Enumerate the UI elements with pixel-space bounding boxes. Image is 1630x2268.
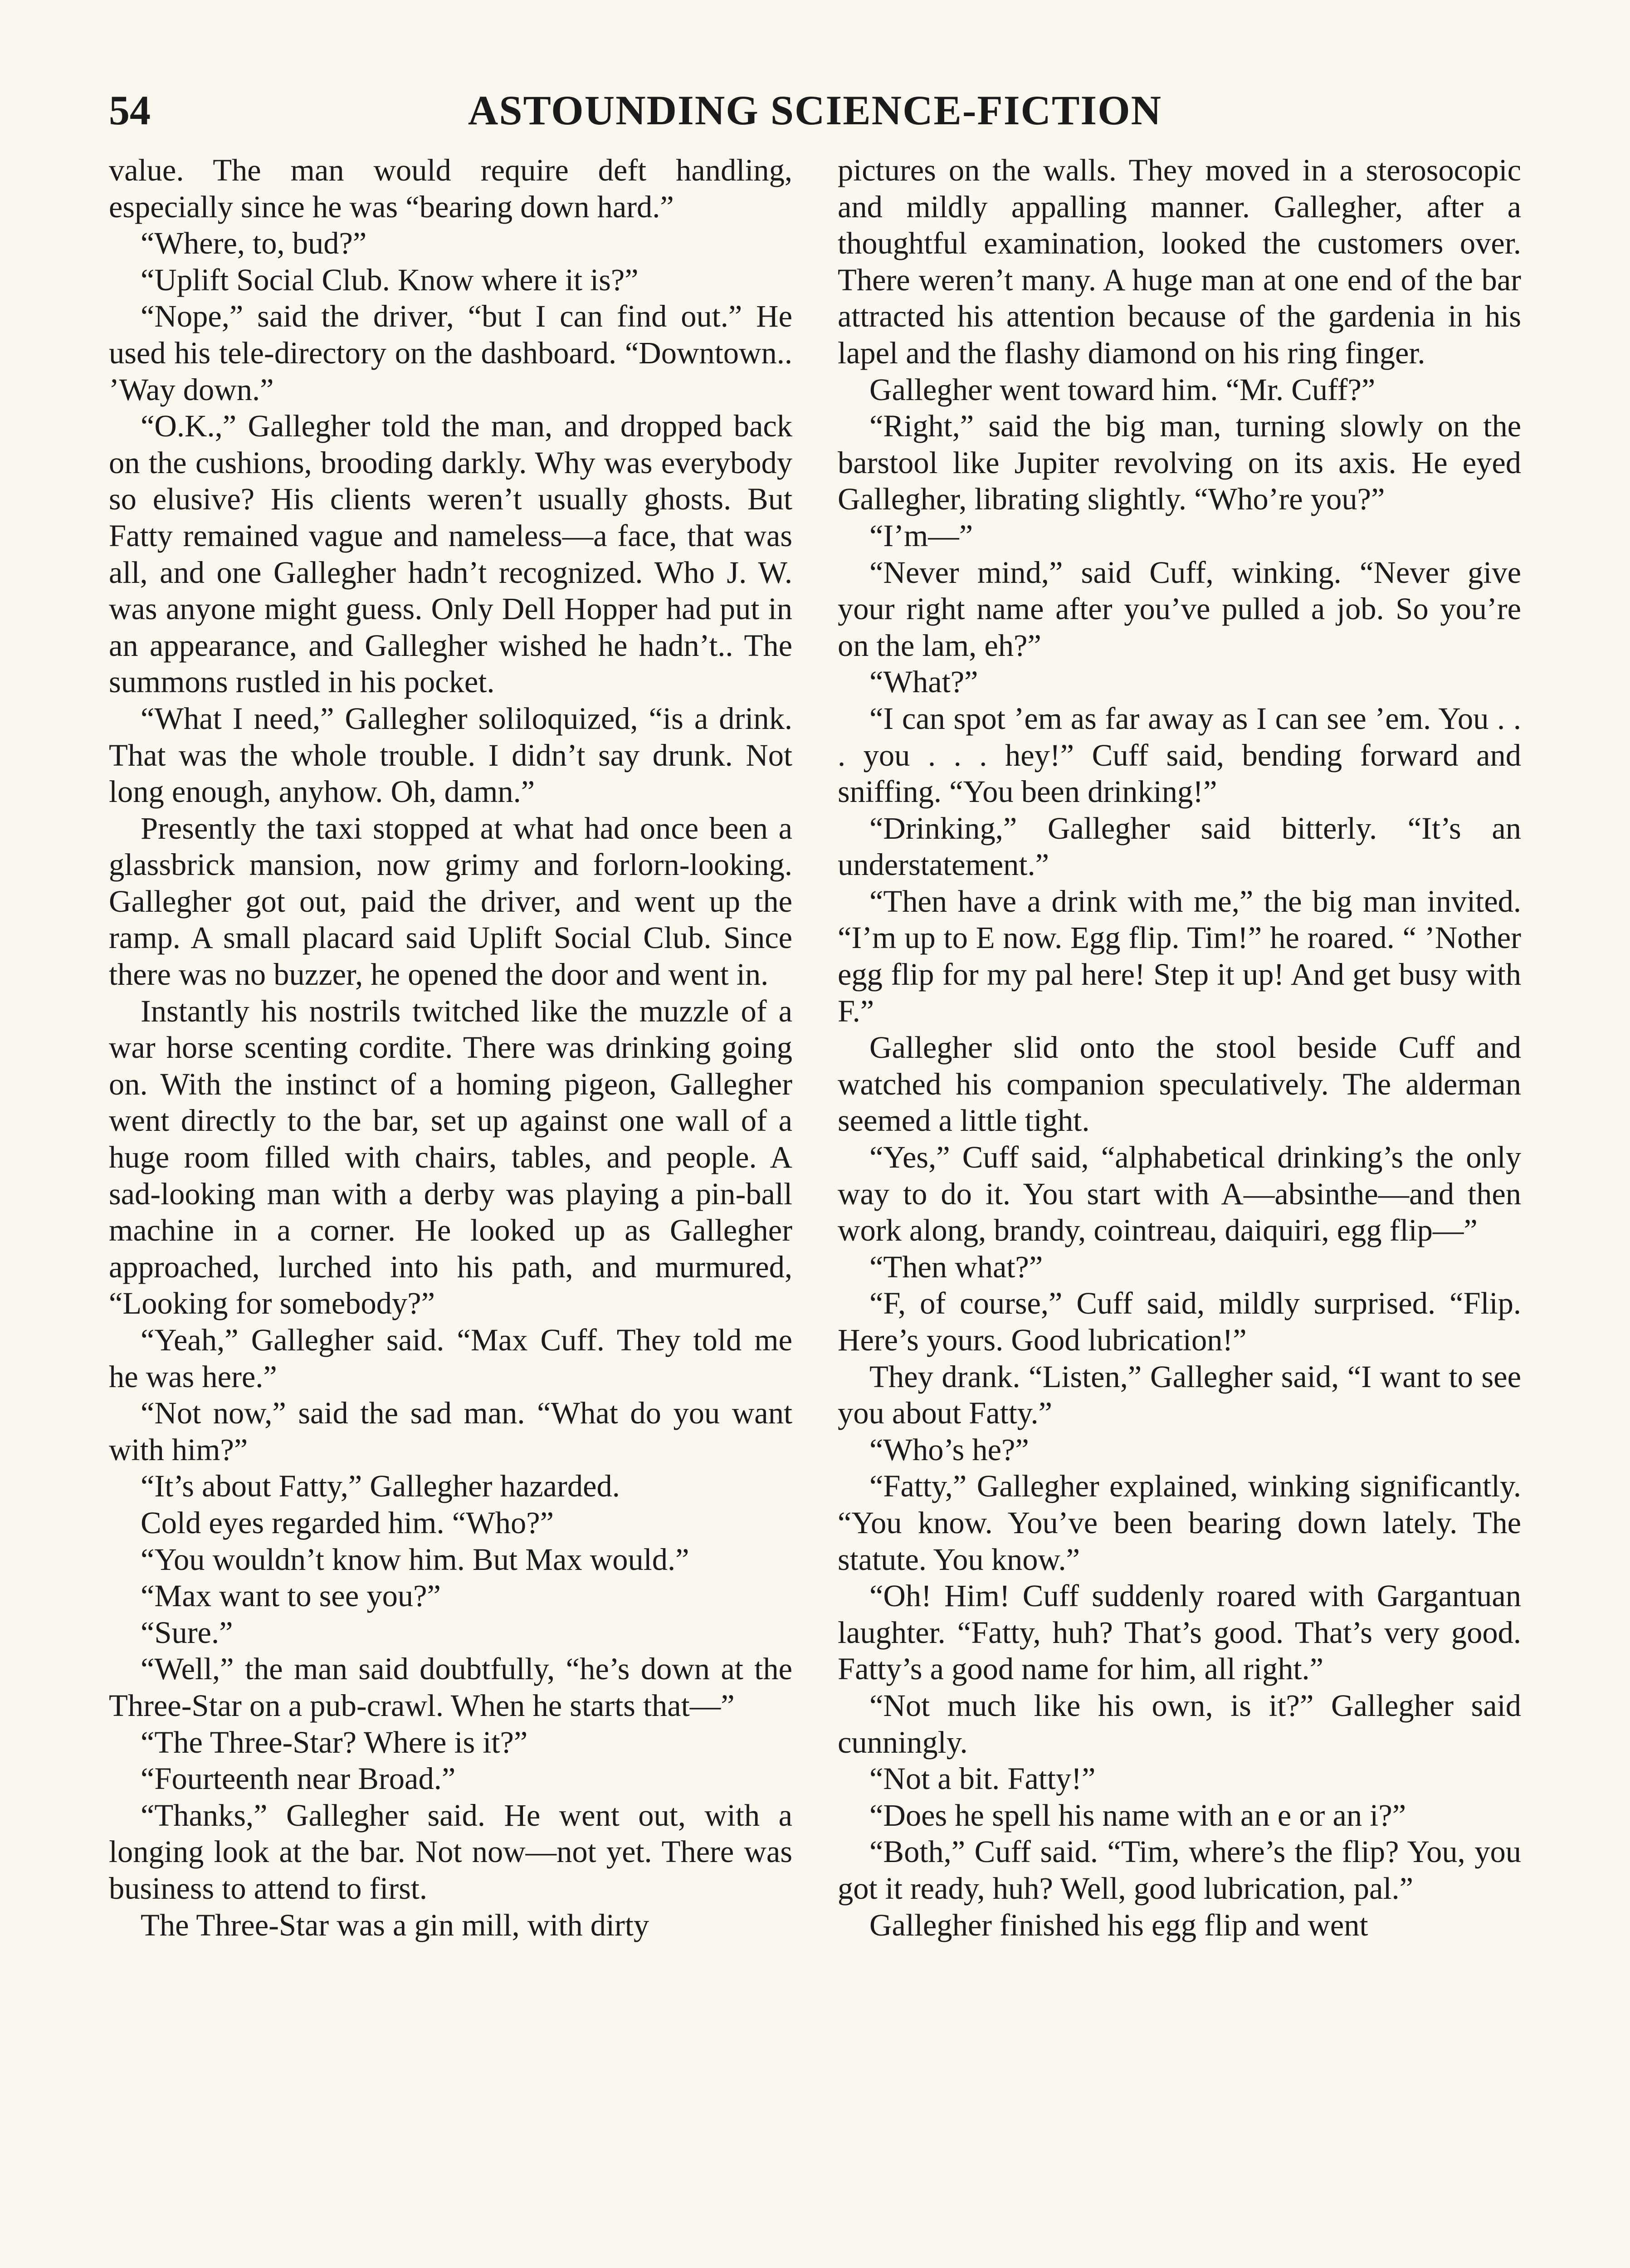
paragraph: “What I need,” Gallegher soliloquized, “is a drink. That was the whole trouble. I didn’t say drunk. Not long enough, anyhow. Oh, damn.” bbox=[109, 701, 792, 809]
paragraph: “Not much like his own, is it?” Gallegher said cunningly. bbox=[838, 1688, 1521, 1760]
paragraph: “Fatty,” Gallegher explained, winking significantly. “You know. You’ve been bearing down lately. The statute. You know.” bbox=[838, 1469, 1521, 1577]
paragraph: “What?” bbox=[869, 665, 978, 699]
paragraph: Cold eyes regarded him. “Who?” bbox=[141, 1505, 554, 1540]
paragraph: “Drinking,” Gallegher said bitterly. “It’s an understatement.” bbox=[838, 811, 1521, 882]
paragraph: “Where, to, bud?” bbox=[141, 226, 367, 261]
paragraph: The Three-Star was a gin mill, with dirty bbox=[141, 1907, 649, 1942]
paragraph: “Yeah,” Gallegher said. “Max Cuff. They told me he was here.” bbox=[109, 1323, 792, 1394]
paragraph: “You wouldn’t know him. But Max would.” bbox=[141, 1542, 689, 1577]
left-column bbox=[109, 152, 792, 2268]
paragraph: “Nope,” said the driver, “but I can find out.” He used his tele-directory on the dashboard. “Downtown.. ’Way down.” bbox=[109, 299, 792, 407]
page-header bbox=[109, 86, 1521, 145]
paragraph: “Does he spell his name with an e or an i?” bbox=[869, 1798, 1406, 1833]
paragraph: “Fourteenth near Broad.” bbox=[141, 1761, 456, 1796]
paragraph: They drank. “Listen,” Gallegher said, “I want to see you about Fatty.” bbox=[838, 1359, 1521, 1431]
paragraph: “Both,” Cuff said. “Tim, where’s the flip? You, you got it ready, huh? Well, good lubrication, pal.” bbox=[838, 1834, 1521, 1906]
right-column bbox=[838, 152, 1521, 2268]
paragraph: “Not a bit. Fatty!” bbox=[869, 1761, 1096, 1796]
paragraph: “O.K.,” Gallegher told the man, and dropped back on the cushions, brooding darkly. Why was everybody so elusive? His clients weren’t usually ghosts. But Fatty remained vague and nameless—a face, that was all, and one Gallegher hadn’t recognized. Who J. W. was anyone might guess. Only Dell Hopper had put in an appearance, and Gallegher wished he hadn’t.. The summons rustled in his pocket. bbox=[109, 409, 792, 699]
paragraph: value. The man would require deft handling, especially since he was “bearing down hard.” bbox=[109, 153, 792, 224]
paragraph: “Max want to see you?” bbox=[141, 1579, 441, 1613]
paragraph: “I can spot ’em as far away as I can see ’em. You . . . you . . . hey!” Cuff said, bending forward and sniffing. “You been drinking!” bbox=[838, 701, 1521, 809]
paragraph: pictures on the walls. They moved in a sterosocopic and mildly appalling manner. Gallegher, after a thoughtful examination, looked the customers over. There weren’t many. A huge man at one end of the bar attracted his attention because of the gardenia in his lapel and the flashy diamond on his ring finger. bbox=[838, 153, 1521, 370]
paragraph: “It’s about Fatty,” Gallegher hazarded. bbox=[141, 1469, 620, 1504]
paragraph: Instantly his nostrils twitched like the muzzle of a war horse scenting cordite. There was drinking going on. With the instinct of a homing pigeon, Gallegher went directly to the bar, set up against one wall of a huge room filled with chairs, tables, and people. A sad-looking man with a derby was playing a pin-ball machine in a corner. He looked up as Gallegher approached, lurched into his path, and murmured, “Looking for somebody?” bbox=[109, 993, 792, 1321]
running-head: ASTOUNDING SCIENCE-FICTION bbox=[468, 87, 1162, 133]
paragraph: “I’m—” bbox=[869, 518, 973, 553]
paragraph: “Not now,” said the sad man. “What do you want with him?” bbox=[109, 1396, 792, 1467]
paragraph: “Right,” said the big man, turning slowly on the barstool like Jupiter revolving on its axis. He eyed Gallegher, librating slightly. “Who’re you?” bbox=[838, 409, 1521, 517]
text-columns bbox=[109, 152, 1521, 2268]
paragraph: Gallegher finished his egg flip and went bbox=[869, 1907, 1368, 1942]
paragraph: “The Three-Star? Where is it?” bbox=[141, 1725, 528, 1760]
paragraph: “Then have a drink with me,” the big man invited. “I’m up to E now. Egg flip. Tim!” he roared. “ ’Nother egg flip for my pal here! Step it up! And get busy with F.” bbox=[838, 884, 1521, 1028]
paragraph: “Oh! Him! Cuff suddenly roared with Gargantuan laughter. “Fatty, huh? That’s good. That’s very good. Fatty’s a good name for him, all right.” bbox=[838, 1579, 1521, 1686]
paragraph: “Yes,” Cuff said, “alphabetical drinking’s the only way to do it. You start with A—absinthe—and then work along, brandy, cointreau, daiquiri, egg flip—” bbox=[838, 1140, 1521, 1248]
paragraph: “Uplift Social Club. Know where it is?” bbox=[141, 262, 639, 297]
paragraph: “Sure.” bbox=[141, 1615, 233, 1650]
page-number: 54 bbox=[109, 87, 151, 133]
paragraph: “Who’s he?” bbox=[869, 1432, 1029, 1467]
paragraph: “Never mind,” said Cuff, winking. “Never give your right name after you’ve pulled a job. So you’re on the lam, eh?” bbox=[838, 555, 1521, 663]
paragraph: Presently the taxi stopped at what had once been a glassbrick mansion, now grimy and forlorn-looking. Gallegher got out, paid the driver, and went up the ramp. A small placard said Uplift Social Club. Since there was no buzzer, he opened the door and went in. bbox=[109, 811, 792, 992]
paragraph: “Well,” the man said doubtfully, “he’s down at the Three-Star on a pub-crawl. When he starts that—” bbox=[109, 1652, 792, 1723]
paragraph: Gallegher went toward him. “Mr. Cuff?” bbox=[869, 372, 1376, 407]
paragraph: “F, of course,” Cuff said, mildly surprised. “Flip. Here’s yours. Good lubrication!” bbox=[838, 1286, 1521, 1357]
paragraph: “Thanks,” Gallegher said. He went out, with a longing look at the bar. Not now—not yet. There was business to attend to first. bbox=[109, 1798, 792, 1906]
paragraph: “Then what?” bbox=[869, 1249, 1043, 1284]
paragraph: Gallegher slid onto the stool beside Cuff and watched his companion speculatively. The alderman seemed a little tight. bbox=[838, 1030, 1521, 1138]
